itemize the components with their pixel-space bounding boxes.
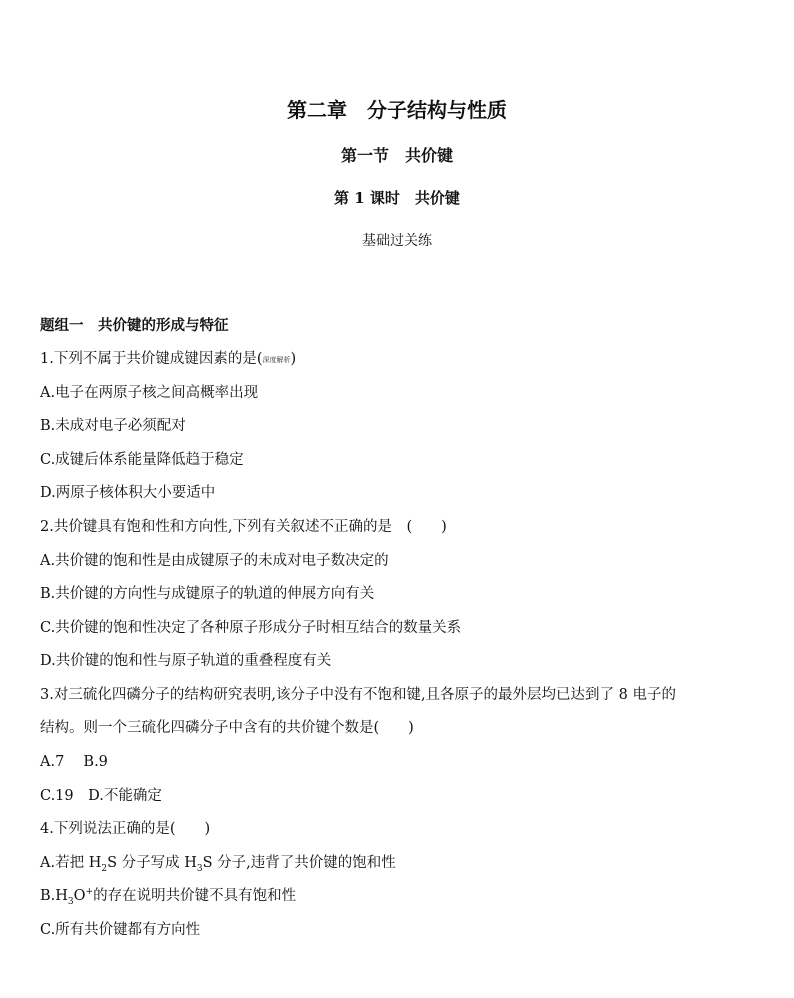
q1-option-b: B.未成对电子必须配对 <box>40 418 186 434</box>
q4-option-b <box>40 886 760 906</box>
q3-options-cd: C.19 D.不能确定 <box>40 788 162 804</box>
q3-stem-line1: 3.对三硫化四磷分子的结构研究表明,该分子中没有不饱和键,且各原子的最外层均已达到了 8 电子的 <box>40 687 676 703</box>
q4-stem: 4.下列说法正确的是( ) <box>40 821 211 837</box>
q4-option-c: C.所有共价键都有方向性 <box>40 922 201 938</box>
q4-a-text-2: S 分子写成 H <box>107 855 197 871</box>
q1-analysis-tag: 深度解析 <box>262 356 291 364</box>
practice-subtitle: 基础过关练 <box>362 233 432 249</box>
q4-b-text-1: B.H <box>40 888 68 904</box>
lesson-title: 第 1 课时 共价键 <box>334 189 460 207</box>
q1-option-a: A.电子在两原子核之间高概率出现 <box>40 385 259 401</box>
q2-stem: 2.共价键具有饱和性和方向性,下列有关叙述不正确的是 ( ) <box>40 519 447 535</box>
q1-option-d: D.两原子核体积大小要适中 <box>40 485 216 501</box>
q2-option-a: A.共价键的饱和性是由成键原子的未成对电子数决定的 <box>40 553 389 569</box>
q4-b-text-3: 的存在说明共价键不具有饱和性 <box>93 888 297 904</box>
q1-option-c: C.成键后体系能量降低趋于稳定 <box>40 452 244 468</box>
chapter-title: 第二章 分子结构与性质 <box>287 98 507 122</box>
q4-a-text-3: S 分子,违背了共价键的饱和性 <box>202 855 396 871</box>
q1-stem-close: ) <box>290 351 297 367</box>
q4-option-a <box>40 853 760 873</box>
q2-option-d: D.共价键的饱和性与原子轨道的重叠程度有关 <box>40 653 332 669</box>
q3-options-ab: A.7 B.9 <box>40 754 108 770</box>
group1-title: 题组一 共价键的形成与特征 <box>40 317 229 334</box>
q4-b-subscript: 3 <box>67 896 74 907</box>
q2-option-b: B.共价键的方向性与成键原子的轨道的伸展方向有关 <box>40 586 375 602</box>
q4-a-subscript-1: 2 <box>101 863 108 874</box>
section-title: 第一节 共价键 <box>340 146 453 165</box>
q1-stem-text: 1.下列不属于共价键成键因素的是( <box>40 351 263 367</box>
q4-a-text-1: A.若把 H <box>40 855 102 871</box>
q4-b-superscript: + <box>85 887 94 898</box>
q3-stem-line2: 结构。则一个三硫化四磷分子中含有的共价键个数是( ) <box>40 720 414 736</box>
q4-b-text-2: O <box>73 888 86 904</box>
q2-option-c: C.共价键的饱和性决定了各种原子形成分子时相互结合的数量关系 <box>40 620 462 636</box>
q1-stem <box>40 349 760 370</box>
q4-a-subscript-2: 3 <box>196 863 203 874</box>
